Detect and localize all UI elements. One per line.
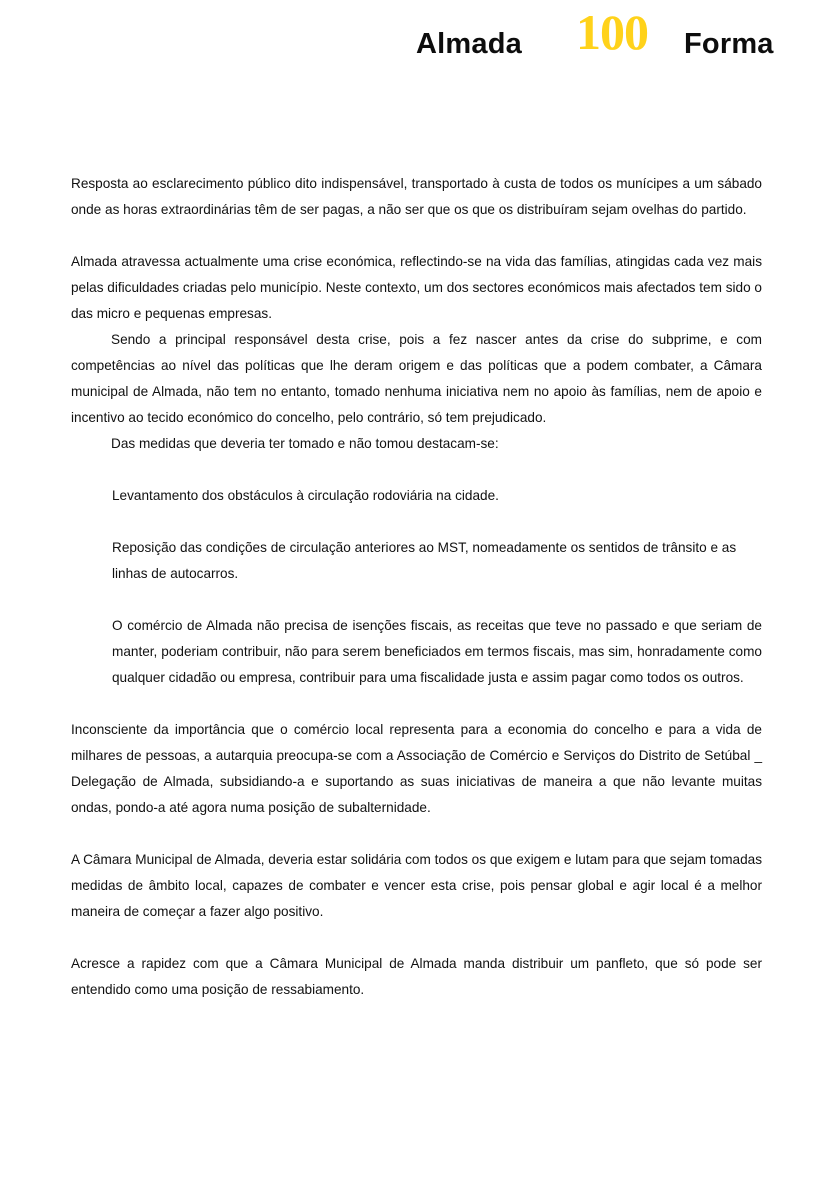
paragraph-pamphlet: Acresce a rapidez com que a Câmara Municipal de Almada manda distribuir um panfleto, que só pode ser entendido como uma posição de ressabiamento. [71,956,762,997]
spacer [71,821,762,847]
spacer [71,223,762,249]
paragraph-solidarity: A Câmara Municipal de Almada, deveria estar solidária com todos os que exigem e lutam para que sejam tomadas medidas de âmbito local, capazes de combater e vencer esta crise, pois pensar global e agir local é a melhor maneira de começar a fazer algo positivo. [71,852,762,919]
paragraph-crisis: Almada atravessa actualmente uma crise económica, reflectindo-se na vida das famílias, atingidas cada vez mais pelas dificuldades criadas pelo município. Neste contexto, um dos sectores económicos mais afectados tem sido o das micro e pequenas empresas. [71,254,762,321]
spacer [71,457,762,483]
spacer [71,509,762,535]
paragraph-responsibility: Sendo a principal responsável desta crise, pois a fez nascer antes da crise do subprime, e com competências ao nível das políticas que lhe deram origem e das políticas que a podem combater, a Câmara municipal de Almada, não tem no entanto, tomado nenhuma iniciativa nem no apoio às famílias, nem de apoio e incentivo ao tecido económico do concelho, pelo contrário, só tem prejudicado. [71,332,762,425]
measure-item: O comércio de Almada não precisa de isenções fiscais, as receitas que teve no passado e que seriam de manter, poderiam contribuir, não para serem beneficiados em termos fiscais, mas sim, honradamente como qualquer cidadão ou empresa, contribuir para uma fiscalidade justa e assim pagar como todos os outros. [112,618,762,685]
spacer [71,925,762,951]
paragraph-intro: Resposta ao esclarecimento público dito indispensável, transportado à custa de todos os munícipes a um sábado onde as horas extraordinárias têm de ser pagas, a não ser que os que os distribuíram sejam ovelhas do partido. [71,176,762,217]
document-body [71,171,762,1003]
spacer [71,587,762,613]
header-logo [416,6,800,62]
logo-text-forma: Forma [684,28,774,60]
measure-item: Reposição das condições de circulação anteriores ao MST, nomeadamente os sentidos de trânsito e as linhas de autocarros. [112,540,737,581]
spacer [71,691,762,717]
paragraph-measures-intro: Das medidas que deveria ter tomado e não tomou destacam-se: [111,436,499,451]
measure-item: Levantamento dos obstáculos à circulação rodoviária na cidade. [112,488,499,503]
logo-text-almada: Almada [416,28,522,60]
logo-number: 100 [576,4,648,60]
paragraph-commerce: Inconsciente da importância que o comércio local representa para a economia do concelho e para a vida de milhares de pessoas, a autarquia preocupa-se com a Associação de Comércio e Serviços do Distrito de Setúbal _ Delegação de Almada, subsidiando-a e suportando as suas iniciativas de maneira a que não levante muitas ondas, pondo-a até agora numa posição de subalternidade. [71,722,762,815]
